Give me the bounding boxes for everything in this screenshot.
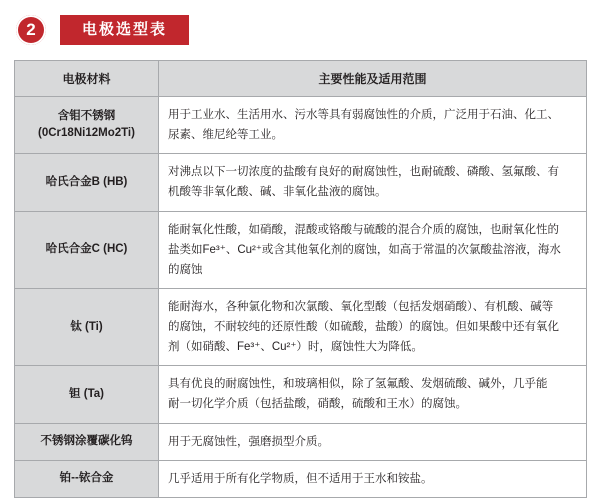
description-line: 能耐氧化性酸，如硝酸，混酸或铬酸与硫酸的混合介质的腐蚀，也耐氧化性的: [168, 223, 559, 236]
table-row: [15, 460, 587, 497]
electrode-selection-table: [14, 60, 587, 498]
description-line: 耐一切化学介质（包括盐酸，硝酸，硫酸和王水）的腐蚀。: [168, 398, 467, 411]
material-line: 铂--铱合金: [59, 472, 114, 485]
material-line: 哈氏合金C: [45, 243, 100, 256]
description-line: 的腐蚀: [168, 263, 203, 276]
table-header: [15, 61, 587, 97]
table-row: [15, 211, 587, 288]
cell-material: [15, 460, 159, 497]
cell-description: [159, 97, 587, 154]
page-header: [14, 12, 586, 48]
column-header-performance: 主要性能及适用范围: [159, 61, 587, 97]
description-line: 的腐蚀，不耐较纯的还原性酸（如硫酸，盐酸）的腐蚀。但如果酸中还有氧化: [168, 321, 559, 333]
cell-material: [15, 97, 159, 154]
material-line: 含钼不锈钢: [57, 110, 116, 123]
table-row: [15, 97, 587, 154]
description-line: 具有优良的耐腐蚀性，和玻璃相似，除了氢氟酸、发烟硫酸、碱外，几乎能: [168, 378, 548, 391]
cell-material: [15, 288, 159, 365]
cell-description: [159, 154, 587, 211]
table-row: [15, 288, 587, 365]
material-line: (HB): [103, 176, 128, 189]
description-line: 盐类如Fe³⁺、Cu²⁺或含其他氧化剂的腐蚀，如高于常温的次氯酸盐溶液，海水: [168, 243, 561, 256]
material-line: (HC): [103, 243, 128, 256]
page-title: 电极选型表: [60, 15, 189, 45]
table-row: [15, 154, 587, 211]
material-line: 哈氏合金B: [45, 176, 100, 189]
description-line: 几乎适用于所有化学物质，但不适用于王水和铵盐。: [168, 472, 433, 485]
cell-description: [159, 366, 587, 423]
column-header-material: 电极材料: [15, 61, 159, 97]
description-line: 对沸点以下一切浓度的盐酸有良好的耐腐蚀性，也耐硫酸、磷酸、氢氟酸、有: [168, 166, 559, 179]
cell-material: [15, 366, 159, 423]
table-row: [15, 366, 587, 423]
table-body: [15, 97, 587, 498]
cell-material: [15, 154, 159, 211]
cell-description: [159, 460, 587, 497]
description-line: 尿素、维尼纶等工业。: [168, 129, 283, 142]
cell-description: [159, 288, 587, 365]
material-line: 钛: [70, 320, 82, 333]
material-line: (Ta): [83, 388, 104, 401]
table-header-row: [15, 61, 587, 97]
section-number-badge: 2: [16, 15, 46, 45]
material-line: (Ti): [85, 320, 103, 333]
cell-material: [15, 423, 159, 460]
material-line: 钽: [69, 388, 81, 401]
description-line: 用于无腐蚀性，强磨损型介质。: [168, 435, 329, 448]
description-line: 用于工业水、生活用水、污水等具有弱腐蚀性的介质，广泛用于石油、化工、: [168, 109, 559, 121]
cell-description: [159, 423, 587, 460]
material-line: 不锈钢涂覆碳化钨: [40, 435, 133, 448]
cell-material: [15, 211, 159, 288]
material-line: (0Cr18Ni12Mo2Ti): [38, 127, 135, 140]
description-line: 机酸等非氧化酸、碱、非氧化盐液的腐蚀。: [168, 186, 387, 199]
description-line: 能耐海水，各种氯化物和次氯酸、氧化型酸（包括发烟硝酸）、有机酸、碱等: [168, 300, 554, 313]
table-row: [15, 423, 587, 460]
description-line: 剂（如硝酸、Fe³⁺、Cu²⁺）时，腐蚀性大为降低。: [168, 341, 423, 354]
cell-description: [159, 211, 587, 288]
